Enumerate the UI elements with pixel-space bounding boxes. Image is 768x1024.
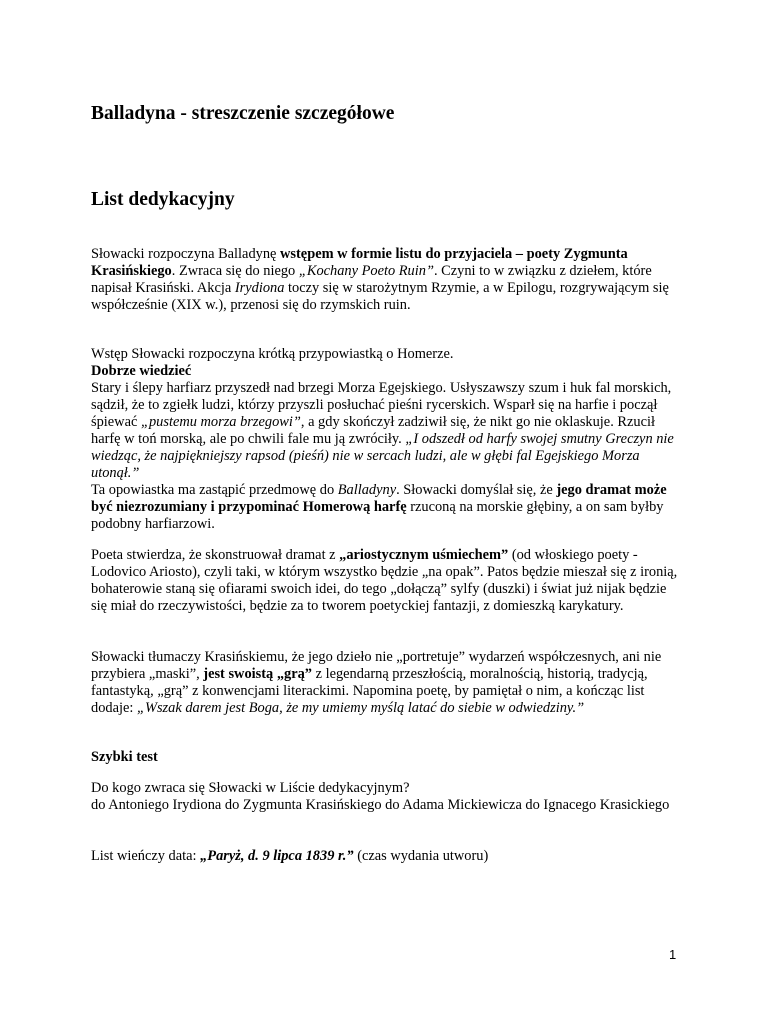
- quiz-answers: do Antoniego Irydiona do Zygmunta Krasińskiego do Adama Mickiewicza do Ignacego Krasickiego: [91, 797, 670, 813]
- paragraph-ariosto: Poeta stwierdza, że skonstruował dramat z „ariostycznym uśmiechem” (od włoskiego poety - Lodovico Ariosto), czyli taki, w którym wszystko będzie „na opak”. Patos będzie mieszał się z ironią, bohaterowie staną się ofiarami swoich idei, do tego „dołączą” sylfy (duszki) i świat już nijak będzie się miał do rzeczywistości, będzie za to tworem poetyckiej fantazji, z domieszką karykatury.: [91, 547, 678, 614]
- page-number: 1: [669, 947, 677, 962]
- paragraph-game: Słowacki tłumaczy Krasińskiemu, że jego dzieło nie „portretuje” wydarzeń współczesnych, ani nie przybiera „maski”, jest swoistą „grą” z legendarną przeszłością, moralnością, historią, tradycją, fantastyką, „grą” z konwencjami literackimi. Napomina poetę, by pamiętał o nim, a kończąc list dodaje: „Wszak darem jest Boga, że my umiemy myślą latać do siebie w odwiedziny.”: [91, 649, 662, 716]
- quiz-title: Szybki test: [91, 749, 158, 765]
- section-heading: List dedykacyjny: [91, 189, 235, 210]
- paragraph-intro: Słowacki rozpoczyna Balladynę wstępem w formie listu do przyjaciela – poety Zygmunta Krasińskiego. Zwraca się do niego „Kochany Poeto Ruin”. Czyni to w związku z dziełem, które napisał Krasiński. Akcja Irydiona toczy się w starożytnym Rzymie, a w Epilogu, rozgrywającym się współcześnie (XIX w.), przenosi się do rzymskich ruin.: [91, 246, 669, 313]
- quiz-content: [91, 780, 681, 814]
- document-title: Balladyna - streszczenie szczegółowe: [91, 103, 395, 124]
- quiz-question: Do kogo zwraca się Słowacki w Liście dedykacyjnym?: [91, 780, 410, 796]
- paragraph-date: List wieńczy data: „Paryż, d. 9 lipca 1839 r.” (czas wydania utworu): [91, 848, 489, 864]
- paragraph-homer: Wstęp Słowacki rozpoczyna krótką przypowiastką o Homerze. Dobrze wiedzieć Stary i ślepy harfiarz przyszedł nad brzegi Morza Egejskiego. Usłyszawszy szum i huk fal morskich, sądził, że to zgiełk ludzi, którzy przyszli posłuchać pieśni rycerskich. Wsparł się na harfie i począł śpiewać „pustemu morza brzegowi”, a gdy skończył zadziwił się, że nikt go nie oklaskuje. Rzucił harfę w toń morską, ale po chwili fale mu ją zwróciły. „I odszedł od harfy swojej smutny Greczyn nie wiedząc, że najpiękniejszy rapsod (pieśń) nie w sercach ludzi, ale w głębi fal Egejskiego Morza utonął.” Ta opowiastka ma zastąpić przedmowę do Balladyny. Słowacki domyślał się, że jego dramat może być niezrozumiany i przypominać Homerową harfę rzuconą na morskie głębiny, a on sam byłby podobny harfiarzowi.: [91, 346, 674, 532]
- info-box-title: Dobrze wiedzieć: [91, 363, 192, 379]
